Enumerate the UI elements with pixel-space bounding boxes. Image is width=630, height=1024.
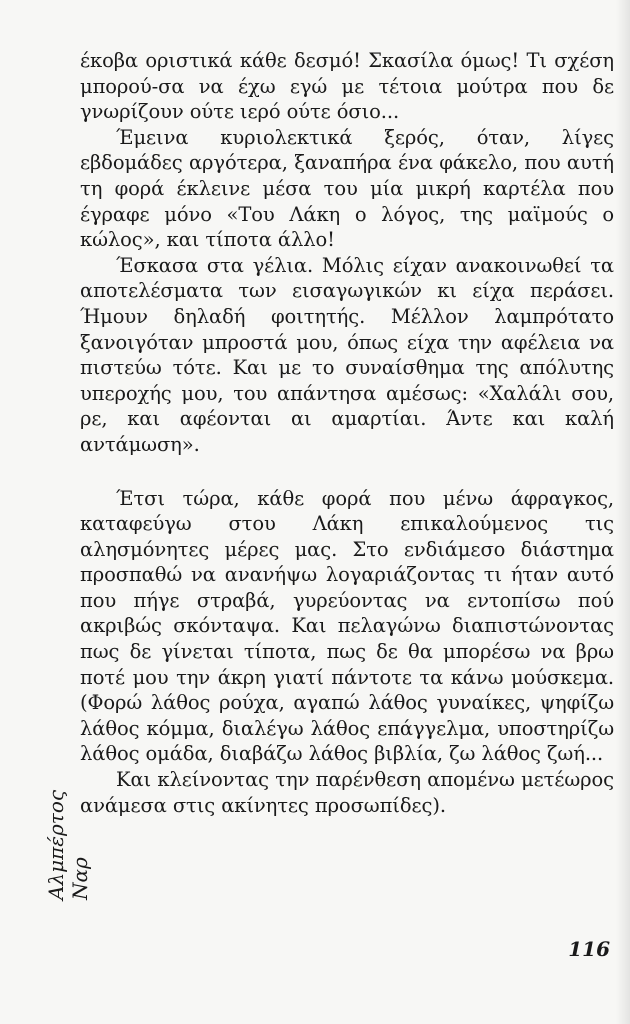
author-name: Αλμπέρτος Ναρ (44, 789, 92, 900)
paragraph-5: Και κλείνοντας την παρένθεση απομένω μετέωρος ανάμεσα στις ακίνητες προσωπίδες). (80, 768, 614, 817)
paragraph-2: Έμεινα κυριολεκτικά ξερός, όταν, λίγες εβδομάδες αργότερα, ξαναπήρα ένα φάκελο, που αυτή τη φορά έκλεινε μέσα του μία μικρή καρτέλα που έγραφε μόνο «Του Λάκη ο λόγος, της μαϊμούς ο κώλος», και τίποτα άλλο! (80, 125, 614, 252)
page-number: 116 (568, 937, 610, 961)
paragraph-1: έκοβα οριστικά κάθε δεσμό! Σκασίλα όμως! Τι σχέση μπορού-σα να έχω εγώ με τέτοια μούτρα που δε γνωρίζουν ούτε ιερό ούτε όσιο... (80, 49, 614, 124)
page-edge-shadow (616, 0, 630, 1024)
paragraph-4: Έτσι τώρα, κάθε φορά που μένω άφραγκος, καταφεύγω στου Λάκη επικαλούμενος τις αλησμόνητες μέρες μας. Στο ενδιάμεσο διάστημα προσπαθώ να ανανήψω λογαριάζοντας τι ήταν αυτό που πήγε στραβά, γυρεύοντας να εντοπίσω πού ακριβώς σκόνταψα. Και πελαγώνω διαπιστώνοντας πως δε γίνεται τίποτα, πως δε θα μπορέσω να βρω ποτέ μου την άκρη γιατί πάντοτε τα κάνω μούσκεμα. (Φορώ λάθος ρούχα, αγαπώ λάθος γυναίκες, ψηφίζω λάθος κόμμα, διαλέγω λάθος επάγγελμα, υποστηρίζω λάθος ομάδα, διαβάζω λάθος βιβλία, ζω λάθος ζωή... (80, 486, 614, 766)
body-text (80, 48, 614, 818)
paragraph-3: Έσκασα στα γέλια. Μόλις είχαν ανακοινωθεί τα αποτελέσματα των εισαγωγικών κι είχα περάσει. Ήμουν δηλαδή φοιτητής. Μέλλον λαμπρότατο ξανοιγόταν μπροστά μου, όπως είχα την αφέλεια να πιστεύω τότε. Και με το συναίσθημα της απόλυτης υπεροχής μου, του απάντησα αμέσως: «Χαλάλι σου, ρε, και αφέονται αι αμαρτίαι. Άντε και καλή αντάμωση». (80, 253, 614, 456)
